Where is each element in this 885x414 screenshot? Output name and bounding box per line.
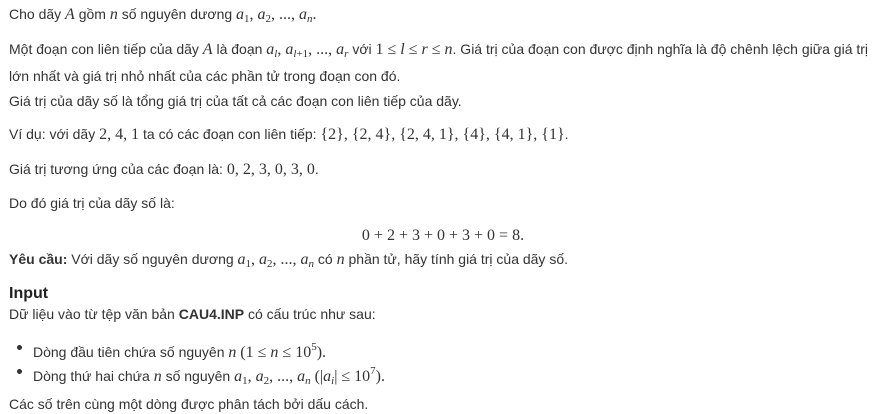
intro-paragraph (9, 4, 317, 29)
value-definition: Giá trị của dãy số là tổng giá trị của tất cả các đoạn con liên tiếp của dãy. (9, 93, 462, 109)
def-text-2: là đoạn (216, 41, 263, 57)
list-item (9, 337, 871, 361)
result-intro: Do đó giá trị của dãy số là: (9, 195, 175, 211)
input-text-2: có cấu trúc như sau: (247, 306, 376, 322)
intro-text-3: số nguyên dương (121, 6, 233, 22)
var-a: A (65, 6, 75, 23)
bullet-2-text-1: Dòng thứ hai chứa (33, 368, 150, 384)
bullet-1-text: Dòng đầu tiên chứa số nguyên (33, 344, 225, 360)
subsequence-notation: $a_l$, $a_{l+1}$, ..., $a_r$ (266, 41, 349, 60)
intro-text: Cho dãy (9, 6, 62, 22)
definition-paragraph (9, 38, 871, 87)
def-var-a: A (202, 41, 213, 58)
def-text-3: với (352, 41, 372, 57)
input-footer: Các số trên cùng một dòng được phân tách bởi dấu cách. (9, 396, 369, 412)
sequence-notation: $a_1$, $a_2$, ..., $a_n$. (236, 6, 317, 25)
result-formula: 0 + 2 + 3 + 0 + 3 + 0 = 8. (361, 227, 525, 244)
input-heading: Input (9, 285, 49, 302)
example-text-2: ta có các đoạn con liên tiếp: (143, 126, 317, 142)
bullet-2-text-2: số nguyên (165, 368, 231, 384)
requirement-var-n: n (336, 251, 345, 268)
requirement-label: Yêu cầu: (9, 251, 68, 267)
requirement-text-2: có (317, 251, 333, 267)
example-sequence: 2, 4, 1 (99, 126, 140, 143)
bullet-icon (17, 345, 22, 350)
def-text-4: . Giá trị của đoạn con được định nghĩa là độ chênh lệch giữa giá trị lớn nhất và giá trị nhỏ nhất của các phần tử trong đoạn con đó. (9, 41, 869, 84)
index-condition: 1 ≤ l ≤ r ≤ n (375, 41, 453, 58)
values-list: 0, 2, 3, 0, 3, 0 (226, 161, 315, 178)
requirement-text-3: phần tử, hãy tính giá trị của dãy số. (348, 251, 569, 267)
example-subarrays: {2}, {2, 4}, {2, 4, 1}, {4}, {4, 1}, {1} (320, 126, 565, 143)
requirement-sequence: $a_1$, $a_2$, ..., $a_n$ (237, 251, 315, 270)
requirement-paragraph (9, 249, 568, 274)
bullet-1-var-n: n (228, 344, 237, 361)
list-item (9, 361, 871, 385)
input-description (9, 304, 376, 324)
values-end: . (314, 161, 319, 177)
example-paragraph (9, 124, 569, 145)
def-text-1: Một đoạn con liên tiếp của dãy (9, 41, 199, 57)
values-text: Giá trị tương ứng của các đoạn là: (9, 161, 223, 177)
example-end: . (564, 126, 569, 142)
bullet-icon (17, 369, 22, 374)
var-n: n (109, 6, 118, 23)
example-text-1: Ví dụ: với dãy (9, 126, 96, 142)
input-filename: CAU4.INP (178, 306, 245, 322)
bullet-1-constraint: $(1 \le n \le 10^5)$. (240, 341, 327, 361)
bullet-2-var-n: n (153, 368, 162, 385)
bullet-2-sequence: $a_1$, $a_2$, ..., $a_n$ $(|a_i| \le 10^7)$. (234, 365, 385, 387)
values-paragraph (9, 159, 319, 180)
requirement-text-1: Với dãy số nguyên dương (71, 251, 234, 267)
input-text-1: Dữ liệu vào từ tệp văn bản (9, 306, 175, 322)
intro-text-2: gồm (78, 6, 106, 22)
input-format-list (9, 337, 871, 385)
